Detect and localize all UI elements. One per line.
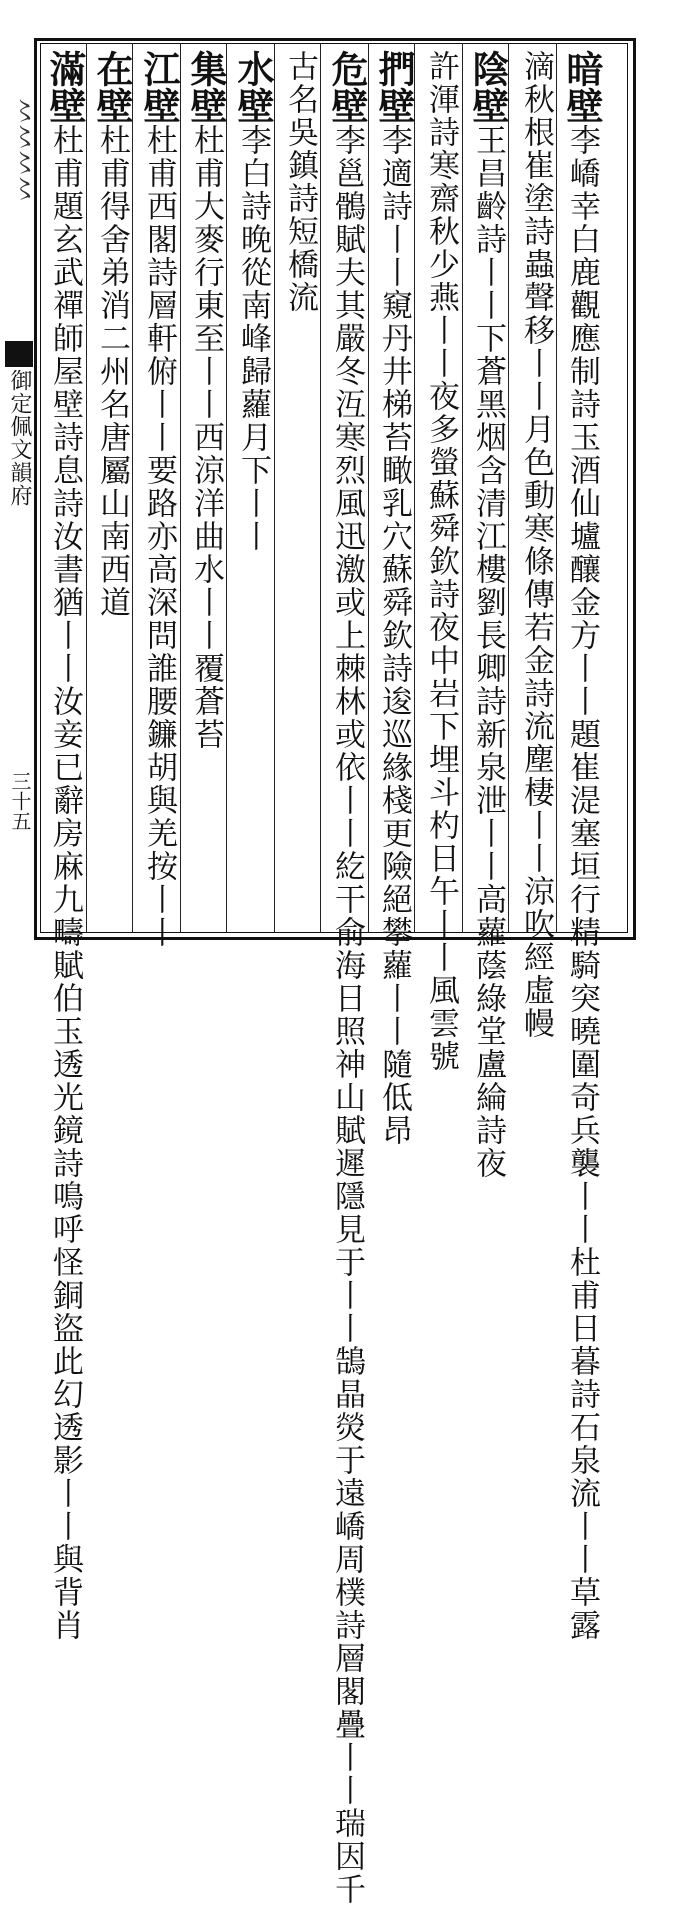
entry-text: 王昌齡詩丨丨下蒼黑烟含清江樓劉長卿詩新泉泄丨丨高蘿蔭綠堂盧綸詩夜 [470, 124, 506, 1180]
column-rule [368, 43, 369, 933]
text-column [233, 50, 273, 930]
entry-text: 杜甫西閣詩層軒俯丨丨要路亦高深問誰腰鐮胡與羌按丨丨 [141, 124, 177, 949]
page-margin [2, 45, 37, 935]
entry-heading: 暗壁 [560, 50, 604, 124]
entry-text: 滴秋根崔塗詩蟲聲移丨丨月色動寒條傳若金詩流塵棲丨丨涼吹經虛幔 [518, 50, 554, 1040]
column-rule [320, 43, 321, 933]
text-column [92, 50, 132, 930]
entry-text: 李適詩丨丨窺丹井梯苔瞰乳穴蘇舜欽詩逡巡緣棧更險絕攀蘿丨丨隨低昂 [376, 124, 412, 1147]
text-column [560, 50, 604, 1642]
column-rule [274, 43, 275, 933]
entry-heading: 集壁 [184, 50, 228, 124]
text-column [372, 50, 416, 1147]
text-column [421, 50, 461, 1073]
entry-heading: 陰壁 [466, 50, 510, 124]
column-rule [86, 43, 87, 933]
page-number: 三十五 [8, 771, 32, 831]
entry-text: 古名吳鎮詩短橋流 [282, 50, 318, 314]
entry-text: 許渾詩寒齋秋少燕丨丨夜多螢蘇舜欽詩夜中岩下埋斗杓日午丨丨風雲號 [423, 50, 459, 1073]
column-rule [462, 43, 463, 933]
text-column [186, 50, 226, 930]
text-column [466, 50, 510, 1180]
text-column [43, 50, 87, 1642]
entry-heading: 水壁 [231, 50, 275, 124]
entry-heading: 捫壁 [372, 50, 416, 124]
text-column [516, 50, 556, 1040]
entry-heading: 在壁 [90, 50, 134, 124]
entry-text: 杜甫得舍弟消二州名唐屬山南西道 [94, 124, 130, 619]
column-rule [180, 43, 181, 933]
text-column [325, 50, 369, 1906]
entry-heading: 江壁 [137, 50, 181, 124]
column-rule [414, 43, 415, 933]
entry-text: 杜甫大麥行東至丨丨西涼洋曲水丨丨覆蒼苔 [188, 124, 224, 751]
entry-text: 李白詩晚從南峰歸蘿月下丨丨 [235, 124, 271, 553]
text-column [137, 50, 181, 949]
entry-text: 杜甫題玄武禪師屋壁詩息詩汝書猶丨丨汝妾已辭房麻九疇賦伯玉透光鏡詩鳴呼怪銅盜此幻透影丨丨與背肖 [47, 124, 83, 1642]
book-title: 御定佩文韻府 [7, 369, 32, 507]
column-rule [508, 43, 509, 933]
column-rule [556, 43, 557, 933]
column-rule [132, 43, 133, 933]
column-rule [226, 43, 227, 933]
entry-text: 李嶠幸白鹿觀應制詩玉酒仙壚釀金方丨丨題崔湜塞垣行精騎突曉圍奇兵襲丨丨杜甫日暮詩石泉流丨丨草露 [564, 124, 600, 1642]
margin-black-block [5, 341, 33, 367]
entry-text: 李邕鶻賦夫其嚴冬沍寒烈風迅激或上棘林或依丨丨紇干俞海日照神山賦遲隱見于丨丨鵠晶熒于遠嶠周樸詩層閣疊丨丨瑞因千 [329, 124, 365, 1906]
entry-heading: 危壁 [325, 50, 369, 124]
margin-marks: 〻〻〻〻 [7, 97, 37, 201]
text-column [280, 50, 320, 930]
entry-heading: 滿壁 [43, 50, 87, 124]
